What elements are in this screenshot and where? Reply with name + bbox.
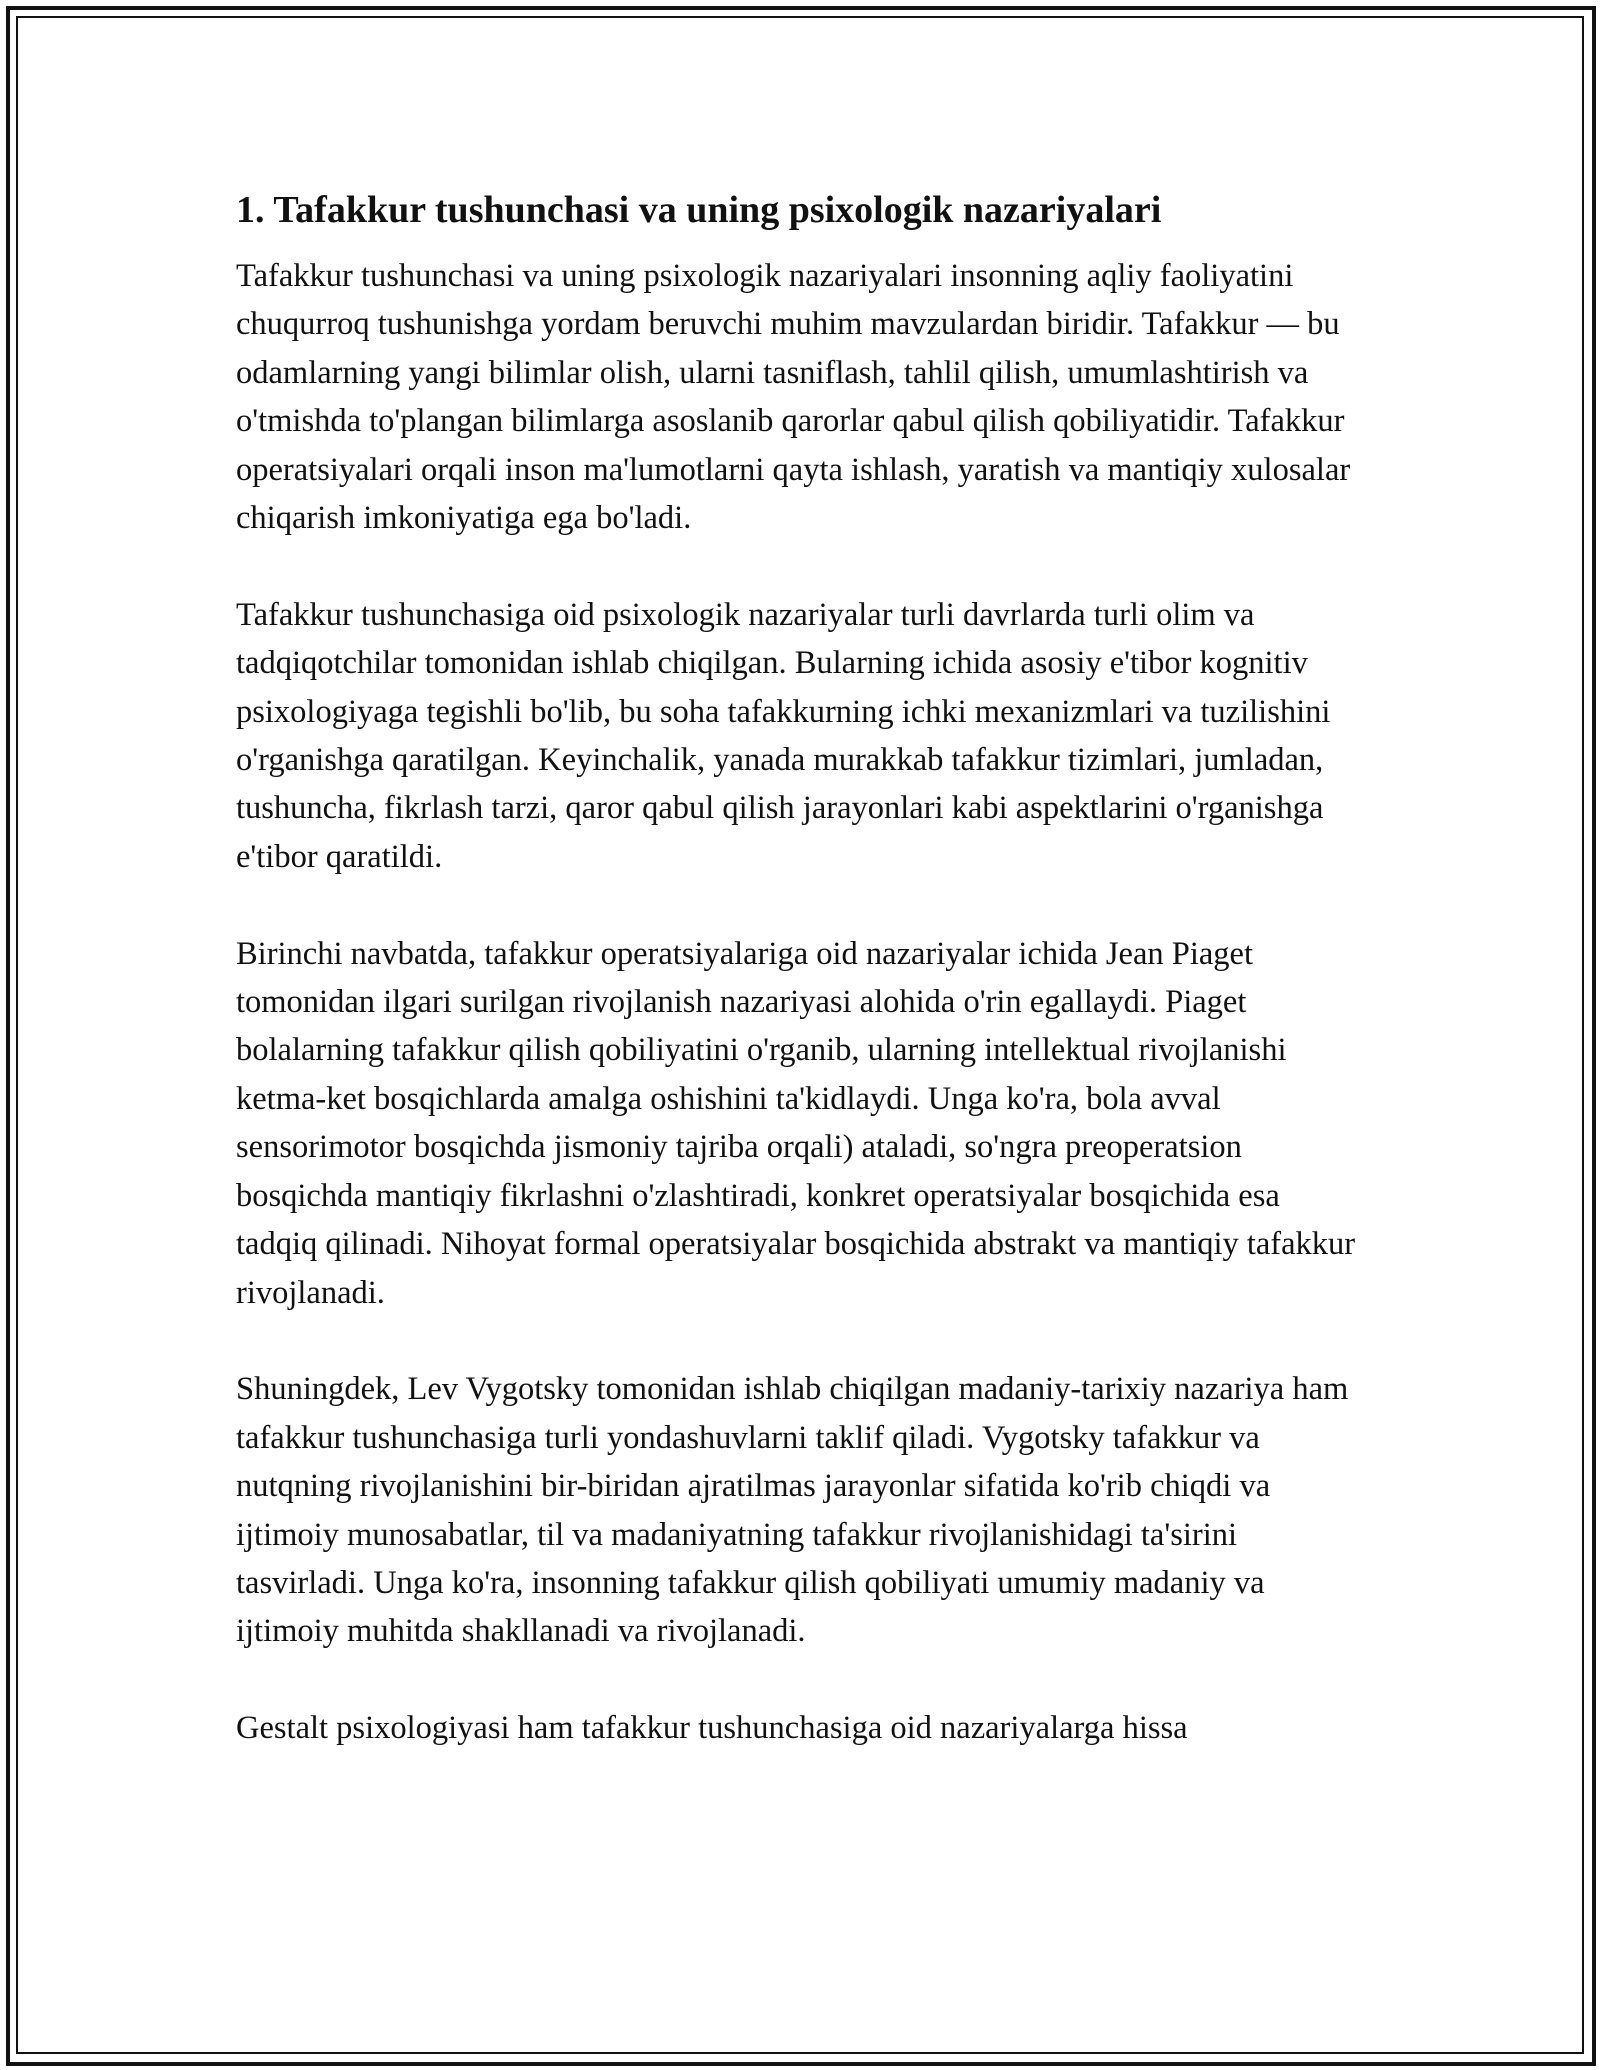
paragraph-3: Birinchi navbatda, tafakkur operatsiyalariga oid nazariyalar ichida Jean Piaget tomonidan ilgari surilgan rivojlanish nazariyasi alohida o'rin egallaydi. Piaget bolalarning tafakkur qilish qobiliyatini o'rganib, ularning intellektual rivojlanishi ketma-ket bosqichlarda amalga oshishini ta'kidlaydi. Unga ko'ra, bola avval sensorimotor bosqichda jismoniy tajriba orqali) ataladi, so'ngra preoperatsion bosqichda mantiqiy fikrlashni o'zlashtiradi, konkret operatsiyalar bosqichida esa tadqiq qilinadi. Nihoyat formal operatsiyalar bosqichida abstrakt va mantiqiy tafakkur rivojlanadi. bbox=[236, 935, 1356, 1311]
paragraph-4: Shuningdek, Lev Vygotsky tomonidan ishlab chiqilgan madaniy-tarixiy nazariya ham tafakkur tushunchasiga turli yondashuvlarni taklif qiladi. Vygotsky tafakkur va nutqning rivojlanishini bir-biridan ajratilmas jarayonlar sifatida ko'rib chiqdi va ijtimoiy munosabatlar, til va madaniyatning tafakkur rivojlanishidagi ta'sirini tasvirladi. Unga ko'ra, insonning tafakkur qilish qobiliyati umumiy madaniy va ijtimoiy muhitda shakllanadi va rivojlanadi. bbox=[236, 1371, 1349, 1650]
paragraph-2: Tafakkur tushunchasiga oid psixologik nazariyalar turli davrlarda turli olim va tadqiqotchilar tomonidan ishlab chiqilgan. Bularning ichida asosiy e'tibor kognitiv psixologiyaga tegishli bo'lib, bu soha tafakkurning ichki mexanizmlari va tuzilishini o'rganishga qaratilgan. Keyinchalik, yanada murakkab tafakkur tizimlari, jumladan, tushuncha, fikrlash tarzi, qaror qabul qilish jarayonlari kabi aspektlarini o'rganishga e'tibor qaratildi. bbox=[236, 596, 1331, 875]
paragraph-1: Tafakkur tushunchasi va uning psixologik nazariyalari insonning aqliy faoliyatini chuqurroq tushunishga yordam beruvchi muhim mavzulardan biridir. Tafakkur — bu odamlarning yangi bilimlar olish, ularni tasniflash, tahlil qilish, umumlashtirish va o'tmishda to'plangan bilimlarga asoslanib qarorlar qabul qilish qobiliyatidir. Tafakkur operatsiyalari orqali inson ma'lumotlarni qayta ishlash, yaratish va mantiqiy xulosalar chiqarish imkoniyatiga ega bo'ladi. bbox=[236, 258, 1351, 537]
paragraph-5: Gestalt psixologiyasi ham tafakkur tushunchasiga oid nazariyalarga hissa bbox=[236, 1710, 1188, 1747]
document-body bbox=[236, 186, 1366, 1753]
section-heading: 1. Tafakkur tushunchasi va uning psixologik nazariyalari bbox=[236, 189, 1162, 231]
